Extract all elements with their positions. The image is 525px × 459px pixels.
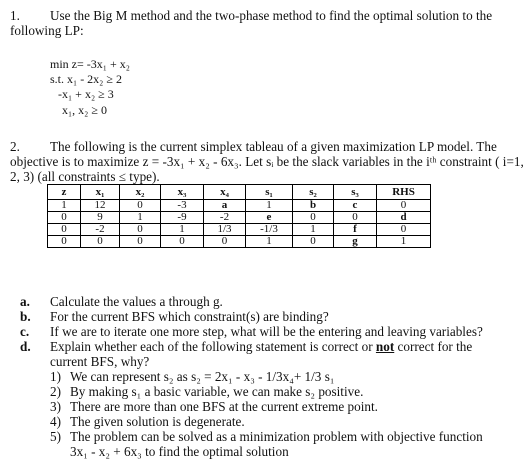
statement-text-cont: 3x₁ - x₂ + 6x₃ to find the optimal solution [70,444,289,459]
item-text-d-emphasis: not [375,339,395,354]
item-label-d: d. [20,339,31,354]
header-z: z [48,185,81,200]
table-cell: 0 [293,236,334,248]
header-x3: x₃ [161,185,204,200]
tableau-header-row [48,185,431,200]
table-cell: 0 [81,236,120,248]
table-cell: 1 [293,224,334,236]
item-text-d-cont: current BFS, why? [50,354,150,369]
item-text-d-post: correct for the [394,339,473,354]
table-cell: -9 [161,212,204,224]
table-cell: 0 [204,236,246,248]
header-s2: s₂ [293,185,334,200]
table-cell: 0 [48,224,81,236]
table-cell: 0 [161,236,204,248]
table-cell: -1/3 [246,224,293,236]
table-cell: 1 [48,200,81,212]
table-cell: -2 [204,212,246,224]
header-x2: x₂ [120,185,161,200]
table-cell: b [293,200,334,212]
lp-objective: min z= -3x₁ + x₂ [50,57,130,71]
item-label-b: b. [20,309,31,324]
statement-text: The given solution is degenerate. [70,414,245,429]
simplex-tableau [47,184,431,248]
table-cell: 0 [120,200,161,212]
item-text-d-pre: Explain whether each of the following statement is correct or [50,339,376,354]
table-row [48,224,431,236]
table-cell: 0 [48,236,81,248]
table-cell: d [377,212,431,224]
statement-number: 1) [50,369,61,384]
item-text-c: If we are to iterate one more step, what will be the entering and leaving variables? [50,324,483,339]
table-cell: 1/3 [204,224,246,236]
table-row [48,212,431,224]
question-2-line-2: objective is to maximize z = -3x₁ + x₂ - 6x₃. Let sᵢ be the slack variables in the iᵗʰ constraint ( i=1, [10,154,524,169]
table-cell: 1 [246,200,293,212]
question-1-text: Use the Big M method and the two-phase method to find the optimal solution to the [50,8,493,23]
statement-number: 3) [50,399,61,414]
item-label-a: a. [20,294,30,309]
statement-text: The problem can be solved as a minimization problem with objective function [70,429,483,444]
item-label-c: c. [20,324,30,339]
question-1-number: 1. [10,8,20,23]
table-cell: 1 [246,236,293,248]
statement-number: 5) [50,429,61,444]
statement-number: 4) [50,414,61,429]
table-cell: 0 [377,224,431,236]
table-row [48,236,431,248]
header-x1: x₁ [81,185,120,200]
header-rhs: RHS [377,185,431,200]
statement-number: 2) [50,384,61,399]
lp-constraint-1: s.t. x₁ - 2x₂ ≥ 2 [50,72,122,86]
question-2-number: 2. [10,139,20,154]
table-cell: 0 [377,200,431,212]
header-x4: x₄ [204,185,246,200]
header-s3: s₃ [334,185,377,200]
table-cell: -3 [161,200,204,212]
table-cell: -2 [81,224,120,236]
header-s1: s₁ [246,185,293,200]
table-cell: 1 [377,236,431,248]
table-row [48,200,431,212]
table-cell: 0 [293,212,334,224]
item-text-d [50,340,472,354]
statement-text: We can represent s₂ as s₂ = 2x₁ - x₃ - 1/3x₄+ 1/3 s₁ [70,369,335,384]
table-cell: 9 [81,212,120,224]
statement-text: By making s₁ a basic variable, we can make s₂ positive. [70,384,364,399]
table-cell: 0 [120,224,161,236]
item-text-b: For the current BFS which constraint(s) are binding? [50,309,329,324]
table-cell: 1 [161,224,204,236]
question-2-line-1: The following is the current simplex tableau of a given maximization LP model. The [50,139,497,154]
question-2-line-3: 2, 3) (all constraints ≤ type). [10,169,160,184]
table-cell: f [334,224,377,236]
table-cell: 0 [120,236,161,248]
table-cell: 0 [48,212,81,224]
question-1-text-cont: following LP: [10,23,84,38]
statement-text: There are more than one BFS at the current extreme point. [70,399,378,414]
table-cell: c [334,200,377,212]
item-text-a: Calculate the values a through g. [50,294,223,309]
table-cell: 1 [120,212,161,224]
table-cell: g [334,236,377,248]
table-cell: e [246,212,293,224]
lp-constraint-2: -x₁ + x₂ ≥ 3 [58,87,114,101]
table-cell: 0 [334,212,377,224]
table-cell: a [204,200,246,212]
lp-nonnegativity: x₁, x₂ ≥ 0 [62,103,107,117]
table-cell: 12 [81,200,120,212]
